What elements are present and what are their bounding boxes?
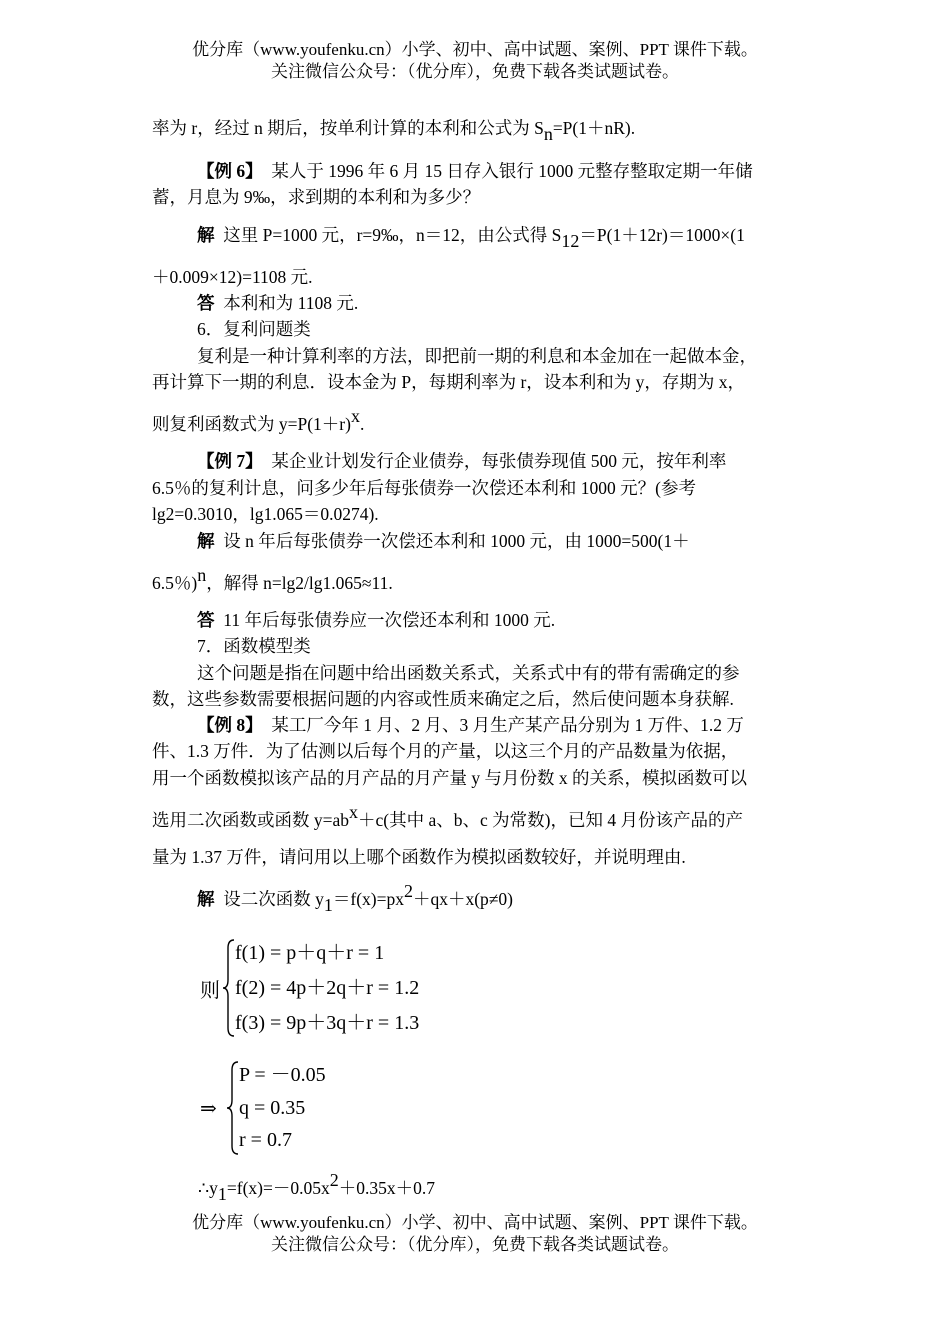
example6-solution-line-2: ＋0.009×12)=1108 元.	[152, 267, 313, 287]
result-formula: =f(x)=－0.05x	[226, 1178, 330, 1198]
system1-eq-1: f(1) = p＋q＋r = 1	[235, 942, 385, 964]
solution-result: ，解得 n=lg2/lg1.065≈11.	[206, 573, 393, 593]
system2-prefix: ⇒	[200, 1098, 217, 1120]
section6-para-line-1: 复利是一种计算利率的方法，即把前一期的利息和本金加在一起做本金，	[197, 346, 757, 366]
solution-formula-end: ＋qx＋x(p≠0)	[412, 889, 513, 909]
solution-text: 设 n 年后每张债券一次偿还本利和 1000 元，由 1000=500(1＋	[223, 531, 690, 551]
example8-text: 选用二次函数或函数 y=ab	[152, 810, 350, 830]
system2-brace-icon	[226, 1060, 240, 1156]
formula-end: .	[359, 414, 365, 434]
system2-eq-2: q = 0.35	[239, 1097, 306, 1119]
result-subscript: 1	[217, 1184, 227, 1204]
example8-solution	[197, 881, 513, 915]
system1-eq-2: f(2) = 4p＋2q＋r = 1.2	[235, 977, 420, 999]
intro-line	[152, 116, 636, 144]
example8-line-5: 量为 1.37 万件，请问用以上哪个函数作为模拟函数较好，并说明理由.	[152, 847, 686, 867]
answer-text: 11 年后每张债券应一次偿还本利和 1000 元.	[223, 610, 556, 630]
system2-eq-1: P = －0.05	[239, 1064, 326, 1086]
solution-superscript: n	[197, 565, 207, 585]
solution-formula: ＝f(x)=px	[332, 889, 404, 909]
example7-line-2: 6.5％的复利计息，问多少年后每张债券一次偿还本利和 1000 元？(参考	[152, 478, 696, 498]
answer-text: 本利和为 1108 元.	[223, 293, 359, 313]
header-line-1: 优分库（www.youfenku.cn）小学、初中、高中试题、案例、PPT 课件下载。	[192, 40, 758, 59]
example7-line-3: lg2=0.3010，lg1.065＝0.0274).	[152, 504, 379, 524]
solution-superscript: 2	[403, 881, 413, 901]
system1-eq-3: f(3) = 9p＋3q＋r = 1.3	[235, 1012, 420, 1034]
formula-superscript: x	[350, 406, 360, 426]
section7-para-line-1: 这个问题是指在问题中给出函数关系式，关系式中有的带有需确定的参	[197, 663, 740, 683]
intro-formula: =P(1＋nR).	[552, 118, 636, 138]
answer-tag: 答	[197, 293, 215, 313]
example8-line-3: 用一个函数模拟该产品的月产品的月产量 y 与月份数 x 的关系，模拟函数可以	[152, 768, 747, 788]
solution-tag: 解	[197, 225, 215, 245]
section6-para-line-3	[152, 406, 365, 436]
example6-text: 某人于 1996 年 6 月 15 日存入银行 1000 元整存整取定期一年储	[271, 161, 753, 181]
solution-formula: ＝P(1＋12r)＝1000×(1	[579, 225, 745, 245]
section6-para-line-2: 再计算下一期的利息．设本金为 P，每期利率为 r，设本利和为 y，存期为 x，	[152, 372, 746, 392]
example6-line-1	[197, 159, 753, 183]
section6-title: 6．复利问题类	[197, 319, 311, 339]
footer-line-1: 优分库（www.youfenku.cn）小学、初中、高中试题、案例、PPT 课件下载。	[192, 1213, 758, 1232]
solution-tag: 解	[197, 889, 215, 909]
section7-title: 7．函数模型类	[197, 636, 311, 656]
example7-solution	[197, 529, 690, 553]
system2-eq-3: r = 0.7	[239, 1129, 292, 1151]
example8-text: 某工厂今年 1 月、2 月、3 月生产某产品分别为 1 万件、1.2 万	[271, 715, 744, 735]
solution-subscript: 12	[561, 231, 580, 251]
formula-text: 则复利函数式为 y=P(1＋r)	[152, 414, 351, 434]
footer-line-2: 关注微信公众号：（优分库），免费下载各类试题试卷。	[271, 1235, 679, 1254]
result-formula-end: ＋0.35x＋0.7	[338, 1178, 435, 1198]
system1-prefix: 则	[200, 980, 220, 1002]
example6-line-2: 蓄，月息为 9‰，求到期的本利和为多少？	[152, 187, 481, 207]
example8-line-1	[197, 713, 744, 737]
example7-tag: 【例 7】	[197, 451, 263, 471]
result-line	[198, 1170, 435, 1204]
solution-subscript: 1	[323, 895, 333, 915]
solution-tag: 解	[197, 531, 215, 551]
example8-superscript: x	[349, 802, 359, 822]
example8-line-4	[152, 802, 743, 832]
result-text: ∴y	[198, 1178, 218, 1198]
example7-answer	[197, 608, 555, 632]
example8-tag: 【例 8】	[197, 715, 263, 735]
solution-text: 6.5％)	[152, 573, 198, 593]
intro-subscript: n	[543, 124, 553, 144]
example8-text-cont: ＋c(其中 a、b、c 为常数)，已知 4 月份该产品的产	[358, 810, 743, 830]
solution-text: 设二次函数 y	[223, 889, 324, 909]
solution-text: 这里 P=1000 元，r=9‰，n＝12，由公式得 S	[223, 225, 562, 245]
intro-text: 率为 r，经过 n 期后，按单利计算的本利和公式为 S	[152, 118, 544, 138]
section7-para-line-2: 数，这些参数需要根据问题的内容或性质来确定之后，然后使问题本身获解.	[152, 689, 734, 709]
example7-line-1	[197, 449, 726, 473]
answer-tag: 答	[197, 610, 215, 630]
example8-line-2: 件、1.3 万件．为了估测以后每个月的产量，以这三个月的产品数量为依据，	[152, 741, 739, 761]
system1-brace-icon	[222, 938, 236, 1038]
result-superscript: 2	[329, 1170, 339, 1190]
example6-answer	[197, 291, 358, 315]
example6-tag: 【例 6】	[197, 161, 263, 181]
header-line-2: 关注微信公众号：（优分库），免费下载各类试题试卷。	[271, 62, 679, 81]
example6-solution	[197, 223, 745, 251]
example7-solution-line-2	[152, 565, 393, 595]
example7-text: 某企业计划发行企业债券，每张债券现值 500 元，按年利率	[271, 451, 727, 471]
